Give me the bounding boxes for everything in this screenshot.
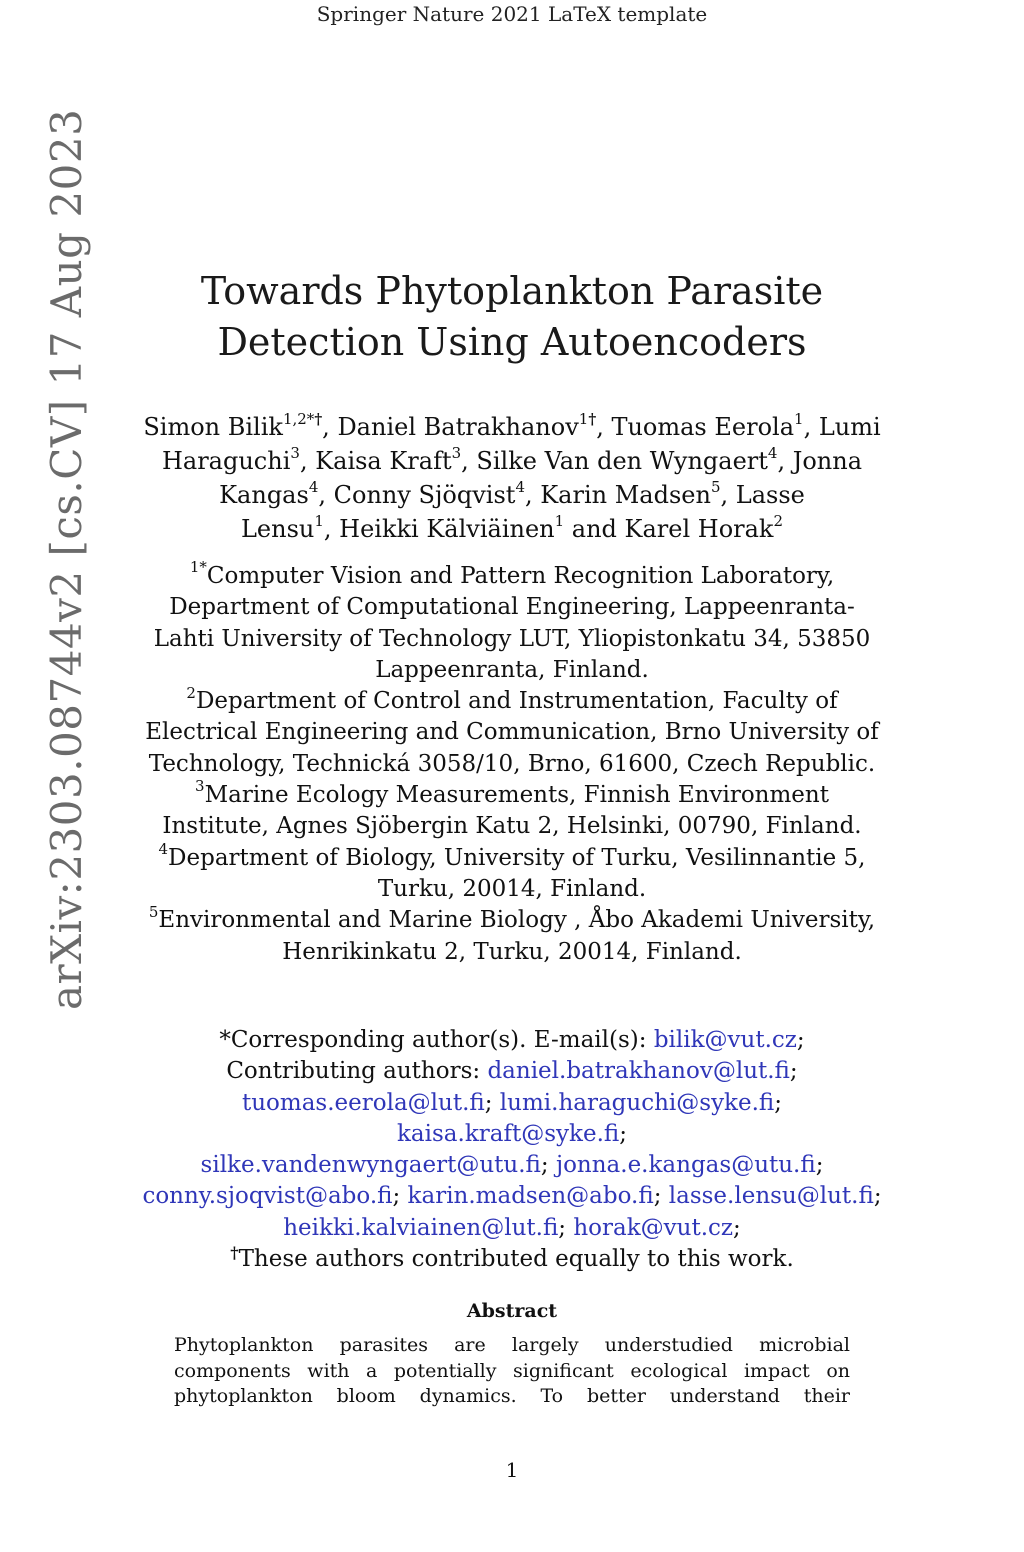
author-name: Jonna Kangas <box>219 447 863 509</box>
author-affiliation-mark: 3 <box>290 444 300 462</box>
author-affiliation-mark: 2 <box>773 512 784 530</box>
affiliation-mark: 3 <box>195 777 205 796</box>
affiliation-text: Environmental and Marine Biology , Åbo Akademi University, Henrikinkatu 2, Turku, 20014, Finland. <box>158 907 876 965</box>
author-affiliation-mark: 4 <box>308 478 319 496</box>
email-link[interactable]: lumi.haraguchi@syke.fi <box>499 1089 775 1116</box>
author-name: Conny Sjöqvist <box>333 481 516 509</box>
author-affiliation-mark: 1 <box>578 410 589 428</box>
corresponding-label: *Corresponding author(s). E-mail(s): <box>219 1027 647 1053</box>
corresponding-email[interactable]: bilik@vut.cz <box>653 1027 797 1053</box>
email-link[interactable]: jonna.e.kangas@utu.fi <box>555 1152 816 1179</box>
author-dagger-mark: † <box>314 410 323 428</box>
author-separator: , <box>318 481 334 509</box>
affiliation-text: Department of Biology, University of Turku, Vesilinnantie 5, Turku, 20014, Finland. <box>168 844 866 902</box>
author-separator: , <box>299 447 316 475</box>
affiliation <box>140 683 884 780</box>
author-name: Lumi Haraguchi <box>161 413 881 475</box>
author-name: Karin Madsen <box>540 481 711 509</box>
author-separator: , <box>524 481 541 509</box>
paper-title: Towards Phytoplankton Parasite Detection Using Autoencoders <box>200 269 824 364</box>
author-separator: and <box>564 515 625 543</box>
affiliation <box>140 777 884 843</box>
author-affiliation-mark: 4 <box>767 444 778 462</box>
email-link[interactable]: silke.vandenwyngaert@utu.fi <box>200 1152 541 1179</box>
email-link[interactable]: karin.madsen@abo.fi <box>407 1183 654 1210</box>
author-separator: , <box>803 413 819 441</box>
email-link[interactable]: tuomas.eerola@lut.fi <box>241 1089 485 1116</box>
affiliation-mark: 5 <box>148 902 159 921</box>
author-affiliation-mark: 1 <box>554 512 565 530</box>
author-affiliation-mark: 5 <box>710 478 721 496</box>
affiliation-mark: 2 <box>186 683 196 702</box>
equal-contribution-note <box>130 1244 894 1275</box>
author-name: Karel Horak <box>624 515 774 543</box>
author-dagger-mark: † <box>588 410 597 428</box>
author-name: Lasse Lensu <box>240 481 805 543</box>
email-link[interactable]: daniel.batrakhanov@lut.fi <box>487 1058 790 1085</box>
affiliation-mark: 4 <box>158 840 169 859</box>
email-link[interactable]: horak@vut.cz <box>573 1214 734 1241</box>
arxiv-stamp[interactable]: arXiv:2303.08744v2 [cs.CV] 17 Aug 2023 <box>42 108 91 1010</box>
author-separator: , <box>777 447 793 475</box>
abstract-text: Phytoplankton parasites are largely understudied microbial components with a potentially significant ecological impact on phytoplankton bloom dynamics. To better understand their <box>174 1334 850 1407</box>
equal-contribution-text: These authors contributed equally to this work. <box>238 1246 794 1273</box>
affiliation-list <box>140 558 884 968</box>
author-name: Simon Bilik <box>143 413 283 441</box>
author-name: Kaisa Kraft <box>315 447 452 475</box>
author-separator: , <box>323 515 340 543</box>
author-affiliation-mark: 4 <box>515 478 525 496</box>
affiliation <box>140 558 884 686</box>
author-name: Heikki Kälviäinen <box>339 515 555 543</box>
email-link[interactable]: conny.sjoqvist@abo.fi <box>142 1183 393 1210</box>
author-separator: , <box>720 481 736 509</box>
dagger-mark: † <box>230 1243 239 1263</box>
author-name: Daniel Batrakhanov <box>337 413 579 441</box>
author-affiliation-mark: 1,2* <box>282 410 315 428</box>
affiliation-mark: 1* <box>189 558 207 577</box>
affiliation-text: Computer Vision and Pattern Recognition Laboratory, Department of Computational Engineering, Lappeenranta-Lahti University of Technology LUT, Yliopistonkatu 34, 53850 Lappeenranta, Finland. <box>153 563 871 683</box>
contributing-block: Contributing authors: daniel.batrakhanov@lut.fi; tuomas.eerola@lut.fi; lumi.haraguchi@syke.fi; kaisa.kraft@syke.fi; silke.vandenwyngaert@utu.fi; jonna.e.kangas@utu.fi; conny.sjoqvist@abo.fi; karin.madsen@abo.fi; lasse.lensu@lut.fi; heikki.kalviainen@lut.fi; horak@vut.cz; <box>142 1058 882 1241</box>
affiliation <box>140 840 884 906</box>
affiliation <box>140 902 884 968</box>
author-affiliation-mark: 3 <box>451 444 462 462</box>
corresponding-line: *Corresponding author(s). E-mail(s): bilik@vut.cz; <box>219 1027 805 1053</box>
page-number: 1 <box>505 1458 519 1482</box>
contact-block <box>130 1025 894 1275</box>
author-affiliation-mark: 1 <box>314 512 324 530</box>
author-separator: , <box>322 413 338 441</box>
author-affiliation-mark: 1 <box>794 410 804 428</box>
email-link[interactable]: kaisa.kraft@syke.fi <box>397 1120 620 1147</box>
email-link[interactable]: heikki.kalviainen@lut.fi <box>283 1214 559 1241</box>
author-name: Tuomas Eerola <box>611 413 795 441</box>
contributing-label: Contributing authors: <box>226 1058 481 1085</box>
running-head: Springer Nature 2021 LaTeX template <box>316 2 708 26</box>
affiliation-text: Department of Control and Instrumentation, Faculty of Electrical Engineering and Communication, Brno University of Technology, Technická 3058/10, Brno, 61600, Czech Republic. <box>145 688 879 777</box>
abstract-heading: Abstract <box>466 1300 558 1322</box>
author-name: Silke Van den Wyngaert <box>476 447 768 475</box>
affiliation-text: Marine Ecology Measurements, Finnish Environment Institute, Agnes Sjöbergin Katu 2, Helsinki, 00790, Finland. <box>162 782 862 840</box>
author-separator: , <box>461 447 477 475</box>
author-separator: , <box>596 413 612 441</box>
email-link[interactable]: lasse.lensu@lut.fi <box>668 1183 874 1210</box>
author-list <box>140 410 884 546</box>
